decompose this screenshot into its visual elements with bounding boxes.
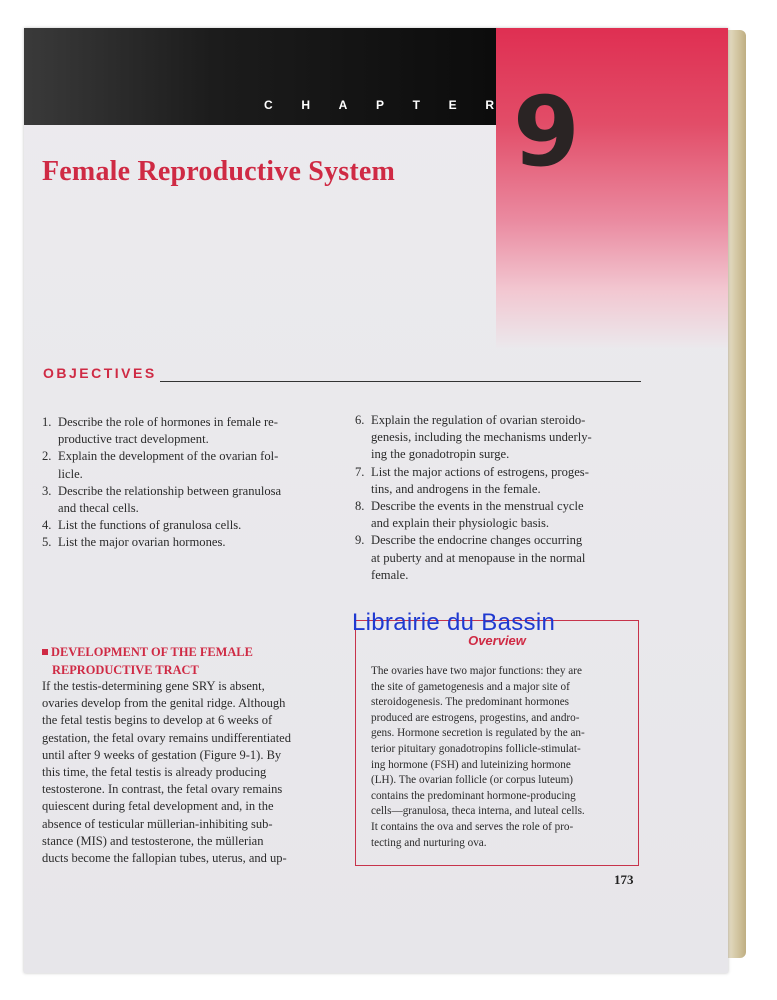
objective-line: ing the gonadotropin surge. [371,447,510,462]
objective-line: Describe the relationship between granulosa [58,483,282,498]
objective-item [42,448,334,482]
objectives-heading: OBJECTIVES [43,365,157,381]
objective-line: List the major actions of estrogens, proges- [371,464,589,479]
section-heading [42,643,332,679]
body-line: ovaries develop from the genital ridge. Although [42,696,286,711]
chapter-letter: H [301,98,310,112]
objective-item [355,464,645,498]
body-line: testosterone. In contrast, the fetal ovary remains [42,782,283,797]
book-page [24,28,728,973]
overview-line: It contains the ova and serves the role of pro- [371,820,574,833]
chapter-letter: T [412,98,420,112]
objectives-list-left [42,414,334,552]
objective-number: 3. [42,483,52,498]
objective-number: 5. [42,535,52,550]
body-line: If the testis-determining gene SRY is absent, [42,679,265,693]
objective-line: tins, and androgens in the female. [371,481,541,496]
objective-line: genesis, including the mechanisms underly- [371,430,592,445]
overview-line: the site of gametogenesis and a major site of [371,680,570,693]
square-bullet-icon [42,649,48,655]
objective-line: and explain their physiologic basis. [371,516,550,531]
body-line: until after 9 weeks of gestation (Figure 9-1). By [42,747,282,762]
objective-number: 9. [355,533,365,548]
overview-line: (LH). The ovarian follicle (or corpus luteum) [371,774,574,787]
chapter-letter: A [338,98,348,112]
body-line: ducts become the fallopian tubes, uterus, and up- [42,851,287,866]
objective-line: and thecal cells. [58,501,139,516]
chapter-letter: R [485,98,494,112]
objective-number: 1. [42,415,52,429]
chapter-title: Female Reproductive System [42,156,396,187]
overview-line: The ovaries have two major functions: they are [371,665,582,677]
book-page-edge [726,30,746,958]
objective-line: Explain the development of the ovarian fol- [58,449,279,464]
objective-line: List the major ovarian hormones. [58,535,226,550]
chapter-letter: P [375,98,384,112]
overview-line: steroidogenesis. The predominant hormones [371,696,570,709]
overview-line: produced are estrogens, progestins, and andro- [371,711,580,724]
objective-item [42,483,334,517]
objective-line: licle. [58,466,83,481]
objectives-rule [160,381,641,382]
objective-number: 8. [355,499,365,514]
objective-number: 2. [42,449,52,464]
objective-item [355,412,645,464]
objectives-list-right [355,412,645,584]
objective-line: Explain the regulation of ovarian steroido- [371,413,586,427]
objective-line: female. [371,567,409,582]
body-line: stance (MIS) and testosterone, the müllerian [42,833,264,848]
overview-text [371,664,627,851]
body-line: the fetal testis begins to develop at 6 weeks of [42,713,273,728]
objective-line: Describe the endocrine changes occurring [371,533,583,548]
objective-line: Describe the role of hormones in female re- [58,415,278,429]
objective-item [42,534,334,551]
overview-title: Overview [468,633,526,648]
overview-box [355,620,639,866]
chapter-number: 9 [513,76,578,188]
chapter-label [264,98,494,112]
objective-line: List the functions of granulosa cells. [58,518,242,533]
chapter-letter: E [448,98,457,112]
overview-line: terior pituitary gonadotropins follicle-stimulat- [371,742,581,755]
body-line: absence of testicular müllerian-inhibiting sub- [42,816,273,831]
overview-line: ing hormone (FSH) and luteinizing hormone [371,758,571,771]
objective-line: Describe the events in the menstrual cycle [371,499,584,514]
section-heading-line: DEVELOPMENT OF THE FEMALE [51,645,253,659]
objective-number: 6. [355,413,365,427]
overview-line: cells—granulosa, theca interna, and luteal cells. [371,805,585,818]
objective-item [42,517,334,534]
objective-number: 4. [42,518,52,533]
overview-line: tecting and nurturing ova. [371,836,487,849]
section-body [42,678,330,867]
watermark-text: Librairie du Bassin [352,609,556,636]
overview-line: contains the predominant hormone-producing [371,789,576,802]
section-heading-line: REPRODUCTIVE TRACT [52,663,199,677]
chapter-letter: C [264,98,273,112]
objective-item [42,414,334,448]
objective-number: 7. [355,464,365,479]
objective-item [355,532,645,584]
objective-line: productive tract development. [58,432,209,447]
body-line: this time, the fetal testis is already producing [42,765,267,780]
page-number: 173 [614,872,634,887]
overview-line: gens. Hormone secretion is regulated by the an- [371,727,585,740]
body-line: quiescent during fetal development and, in the [42,799,274,814]
objective-item [355,498,645,532]
objective-line: at puberty and at menopause in the normal [371,550,586,565]
body-line: gestation, the fetal ovary remains undifferentiated [42,730,291,745]
